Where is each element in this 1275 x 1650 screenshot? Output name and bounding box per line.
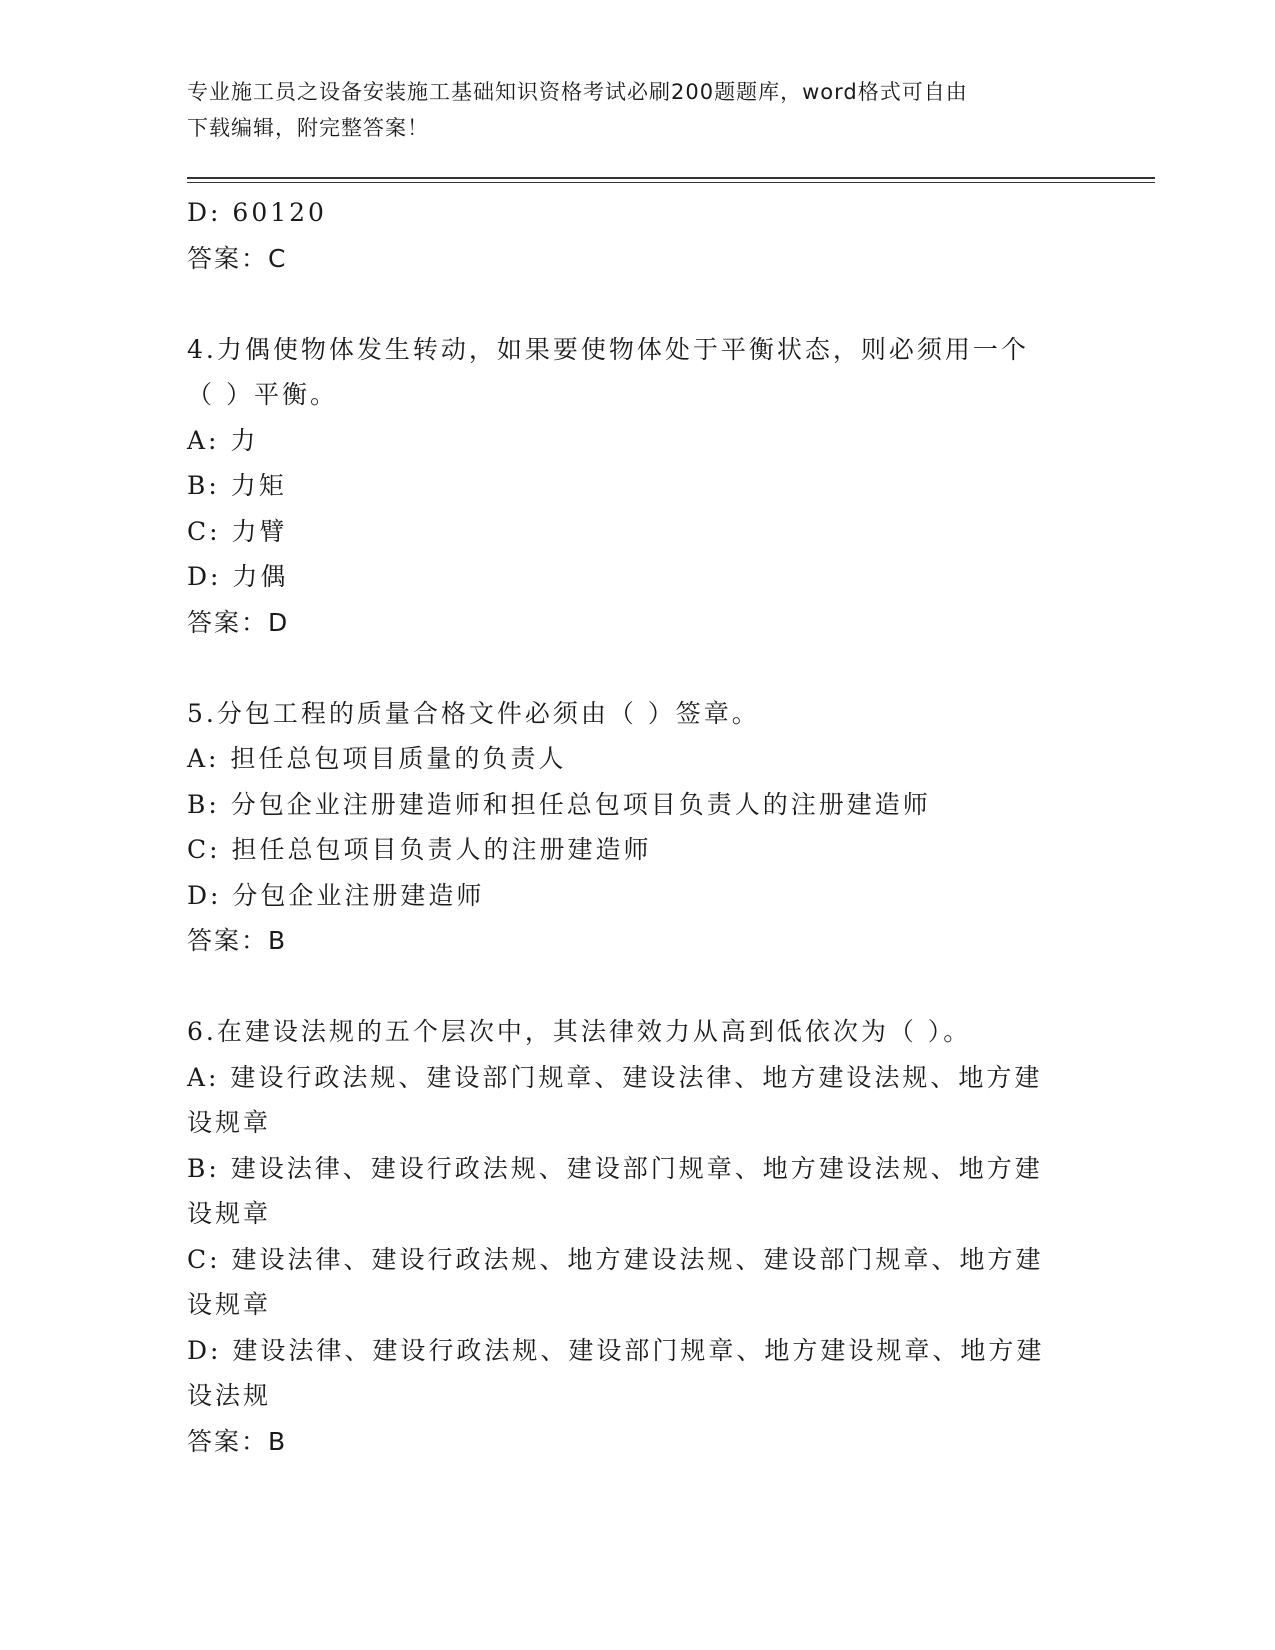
- answer-line: 答案：B: [187, 1426, 288, 1456]
- option-c: C: 担任总包项目负责人的注册建造师: [187, 835, 652, 864]
- header-line-2: 下载编辑，附完整答案！: [187, 116, 429, 140]
- option-b: B: 力矩: [187, 471, 287, 500]
- question-stem: 4.力偶使物体发生转动，如果要使物体处于平衡状态，则必须用一个: [187, 334, 1029, 364]
- option-c: C: 建设法律、建设行政法规、地方建设法规、建设部门规章、地方建: [187, 1244, 1044, 1274]
- option-d: D: 力偶: [187, 562, 289, 591]
- header-line-1: 专业施工员之设备安装施工基础知识资格考试必刷200题题库，word格式可自由: [187, 80, 968, 104]
- question-5: [187, 691, 1087, 964]
- question-list: [187, 190, 1087, 1510]
- header-divider: [187, 177, 1155, 179]
- option-b-cont: 设规章: [187, 1199, 272, 1228]
- option-c: C: 力臂: [187, 516, 288, 546]
- answer-line: 答案：B: [187, 926, 288, 955]
- option-d: D: 60120: [187, 198, 327, 227]
- option-b: B: 建设法律、建设行政法规、建设部门规章、地方建设法规、地方建: [187, 1153, 1043, 1183]
- question-stem: 5.分包工程的质量合格文件必须由（ ）签章。: [187, 698, 760, 728]
- option-a: A: 力: [187, 425, 259, 455]
- option-c-cont: 设规章: [187, 1290, 272, 1319]
- option-d: D: 分包企业注册建造师: [187, 880, 485, 910]
- document-header: [187, 74, 1087, 146]
- option-a: A: 担任总包项目质量的负责人: [187, 744, 567, 773]
- option-a: A: 建设行政法规、建设部门规章、建设法律、地方建设法规、地方建: [187, 1062, 1043, 1092]
- option-d-cont: 设法规: [187, 1381, 272, 1410]
- question-stem: 6.在建设法规的五个层次中，其法律效力从高到低依次为（ ）。: [187, 1017, 972, 1046]
- question-4: [187, 327, 1087, 646]
- option-d: D: 建设法律、建设行政法规、建设部门规章、地方建设规章、地方建: [187, 1335, 1045, 1365]
- option-b: B: 分包企业注册建造师和担任总包项目负责人的注册建造师: [187, 789, 931, 819]
- question-stem: （ ）平衡。: [187, 380, 338, 409]
- answer-line: 答案：C: [187, 243, 288, 273]
- header-divider-thin: [187, 182, 1155, 183]
- answer-line: 答案：D: [187, 607, 290, 637]
- previous-question-tail: [187, 190, 1087, 281]
- question-6: [187, 1009, 1087, 1464]
- option-a-cont: 设规章: [187, 1108, 272, 1137]
